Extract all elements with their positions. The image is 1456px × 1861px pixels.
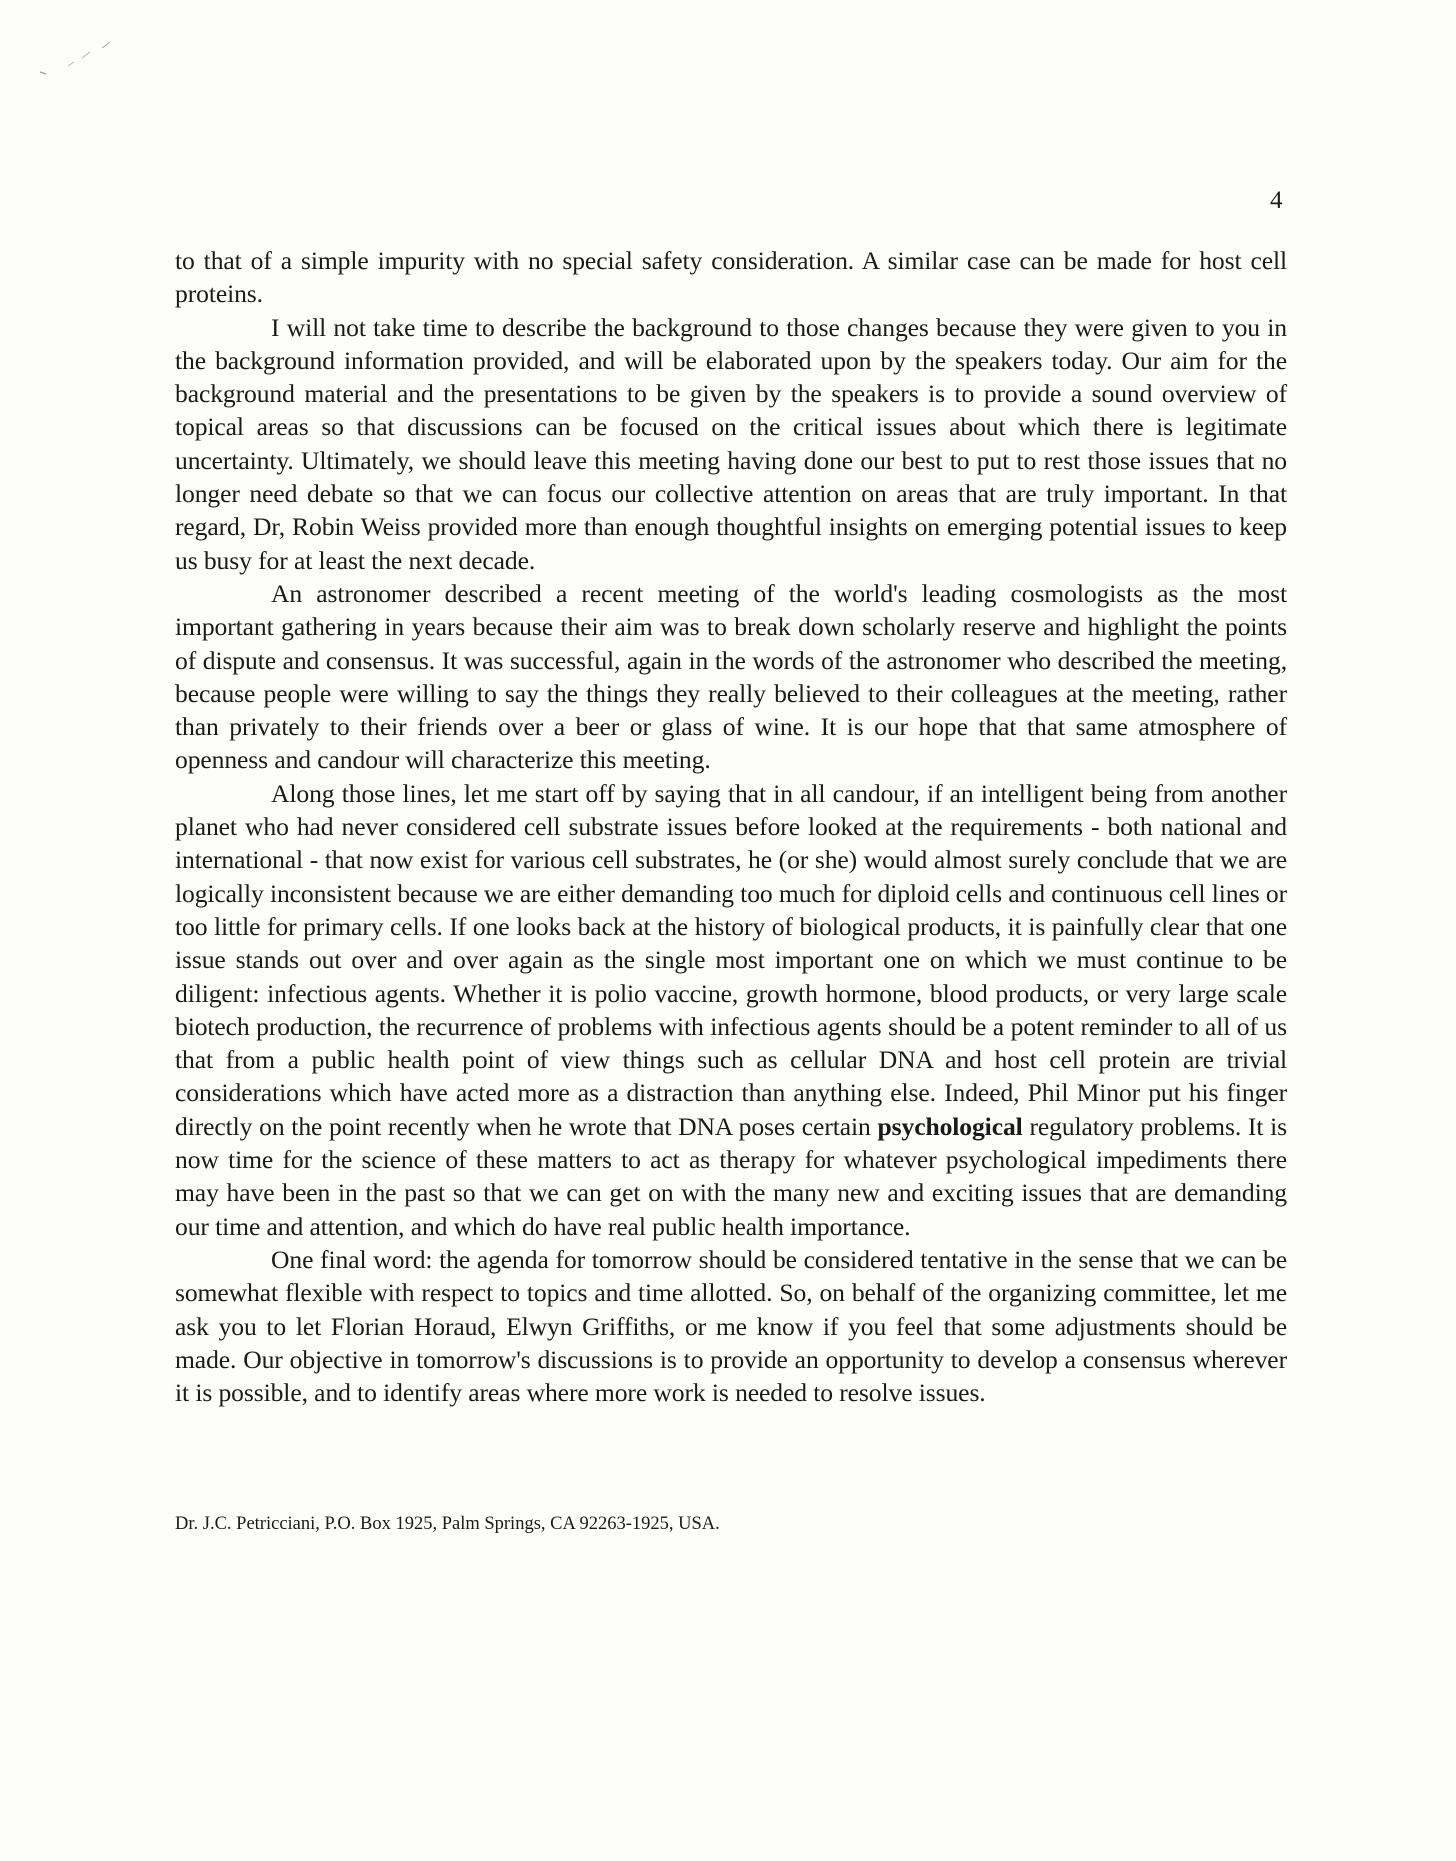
- paragraph-4-text-after: regulatory problems. It is now time for the science of these matters to act as therapy for whatever psychological impediments there may have been in the past so that we can get on with the many new and exciting issues that are demanding our time and attention, and which do have real public health importance.: [175, 1111, 1287, 1241]
- paragraph-4-text-before: Along those lines, let me start off by saying that in all candour, if an intelligent being from another planet who had never considered cell substrate issues before looked at the requirements - both national and international - that now exist for various cell substrates, he (or she) would almost surely conclude that we are logically inconsistent because we are either demanding too much for diploid cells and continuous cell lines or too little for primary cells. If one looks back at the history of biological products, it is painfully clear that one issue stands out over and over again as the single most important one on which we must continue to be diligent: infectious agents. Whether it is polio vaccine, growth hormone, blood products, or very large scale biotech production, the recurrence of problems with infectious agents should be a potent reminder to all of us that from a public health point of view things such as cellular DNA and host cell protein are trivial considerations which have acted more as a distraction than anything else. Indeed, Phil Minor put his finger directly on the point recently when he wrote that DNA poses certain: [175, 778, 1287, 1141]
- paragraph-1: to that of a simple impurity with no special safety consideration. A similar case can be made for host cell proteins.: [175, 246, 1287, 309]
- author-address-note: Dr. J.C. Petricciani, P.O. Box 1925, Palm Springs, CA 92263-1925, USA.: [175, 1514, 720, 1534]
- paragraph-5: One final word: the agenda for tomorrow should be considered tentative in the sense that we can be somewhat flexible with respect to topics and time allotted. So, on behalf of the organizing committee, let me ask you to let Florian Horaud, Elwyn Griffiths, or me know if you feel that some adjustments should be made. Our objective in tomorrow's discussions is to provide an opportunity to develop a consensus wherever it is possible, and to identify areas where more work is needed to resolve issues.: [175, 1244, 1287, 1408]
- paragraph-4: [175, 777, 1287, 1243]
- page-number: 4: [1270, 187, 1283, 214]
- scan-artifact-mark: [38, 40, 118, 80]
- body-text: [175, 244, 1287, 1409]
- emphasis-psychological: psychological: [877, 1111, 1023, 1141]
- paragraph-3: An astronomer described a recent meeting of the world's leading cosmologists as the most important gathering in years because their aim was to break down scholarly reserve and highlight the points of dispute and consensus. It was successful, again in the words of the astronomer who described the meeting, because people were willing to say the things they really believed to their colleagues at the meeting, rather than privately to their friends over a beer or glass of wine. It is our hope that that same atmosphere of openness and candour will characterize this meeting.: [175, 578, 1287, 775]
- paragraph-2: I will not take time to describe the background to those changes because they were given to you in the background information provided, and will be elaborated upon by the speakers today. Our aim for the background material and the presentations to be given by the speakers is to provide a sound overview of topical areas so that discussions can be focused on the critical issues about which there is legitimate uncertainty. Ultimately, we should leave this meeting having done our best to put to rest those issues that no longer need debate so that we can focus our collective attention on areas that are truly important. In that regard, Dr, Robin Weiss provided more than enough thoughtful insights on emerging potential issues to keep us busy for at least the next decade.: [175, 312, 1287, 575]
